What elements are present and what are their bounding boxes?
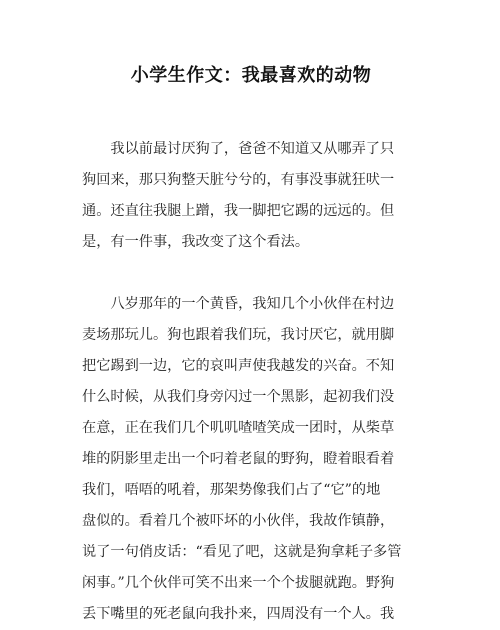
text-line: 麦场那玩儿。狗也跟着我们玩，我讨厌它，就用脚 — [82, 327, 395, 343]
text-line: 丢下嘴里的死老鼠向我扑来，四周没有一个人。我 — [82, 606, 395, 622]
text-line: 把它踢到一边，它的哀叫声使我越发的兴奋。不知 — [82, 358, 395, 374]
paragraph-1 — [82, 134, 420, 258]
text-line: 八岁那年的一个黄昏，我知几个小伙伴在村边 — [82, 296, 395, 312]
paragraph-2 — [82, 289, 420, 630]
text-line: 什么时候，从我们身旁闪过一个黑影，起初我们没 — [82, 389, 395, 405]
text-line: 闲事。”几个伙伴可笑不出来一个个拔腿就跑。野狗 — [82, 575, 395, 591]
text-line: 堆的阴影里走出一个叼着老鼠的野狗，瞪着眼看着 — [82, 451, 395, 467]
text-line: 盘似的。看着几个被吓坏的小伙伴，我故作镇静， — [82, 513, 395, 529]
text-line: 说了一句俏皮话：“看见了吧，这就是狗拿耗子多管 — [82, 544, 402, 560]
text-line: 我以前最讨厌狗了，爸爸不知道又从哪弄了只 — [82, 141, 395, 157]
text-line: 是，有一件事，我改变了这个看法。 — [82, 234, 310, 250]
text-line: 我们，唔唔的吼着，那架势像我们占了“它”的地 — [82, 482, 381, 498]
document-title: 小学生作文：我最喜欢的动物 — [130, 65, 372, 86]
text-line: 狗回来，那只狗整天脏兮兮的，有事没事就狂吠一 — [82, 172, 395, 188]
text-line: 通。还直往我腿上蹭，我一脚把它踢的远远的。但 — [82, 203, 395, 219]
text-line: 在意，正在我们几个叽叽喳喳笑成一团时，从柴草 — [82, 420, 395, 436]
